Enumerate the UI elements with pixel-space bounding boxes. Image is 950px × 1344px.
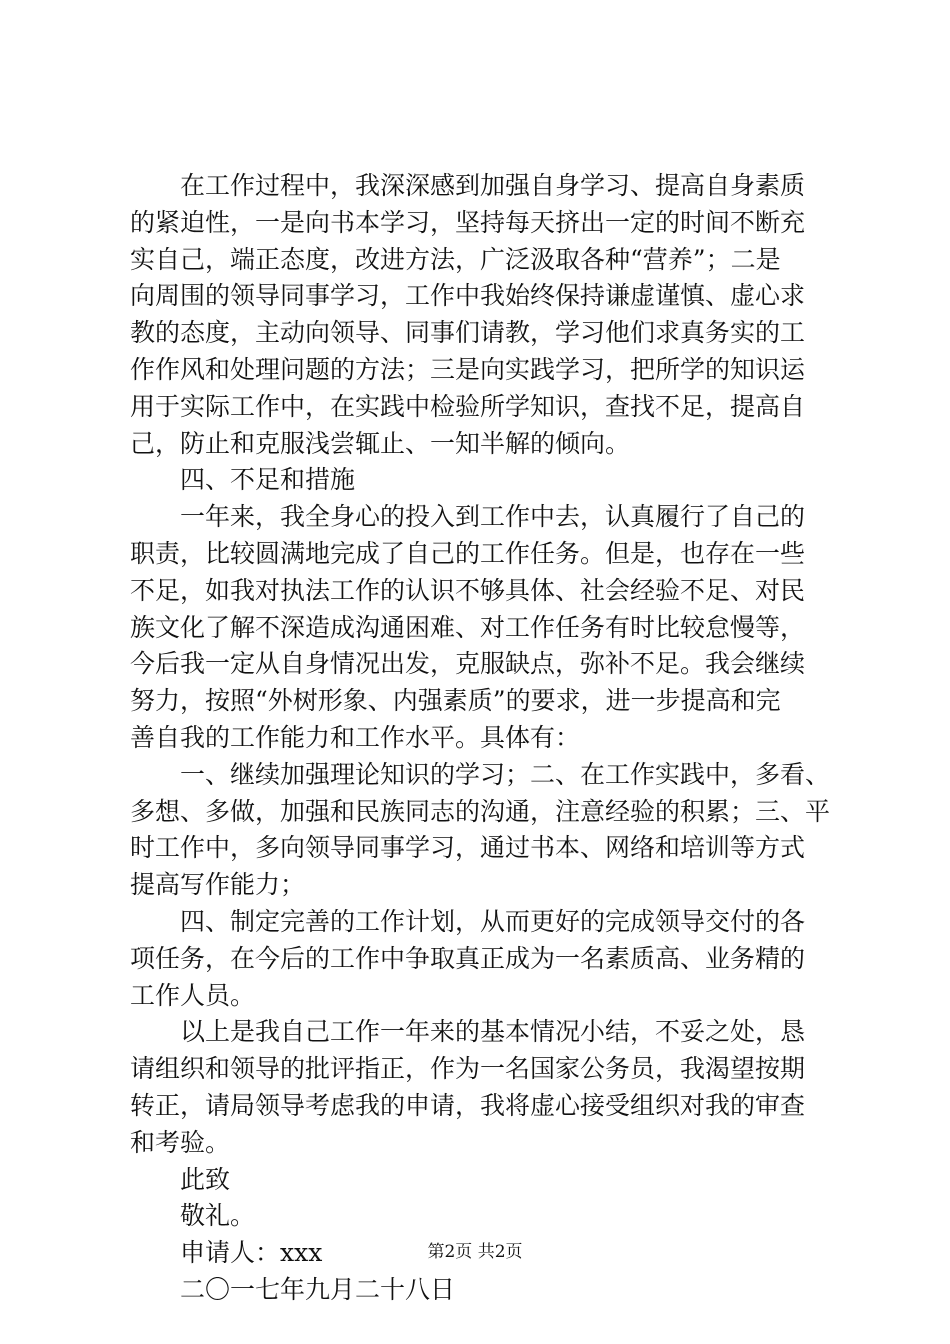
- applicant-signature: 申请人：xxx: [130, 1238, 323, 1268]
- text-line: 和考验。: [130, 1127, 231, 1157]
- text-line: 用于实际工作中，在实践中检验所学知识，查找不足，提高自: [130, 391, 806, 421]
- text-line: 善自我的工作能力和工作水平。具体有：: [130, 722, 581, 752]
- text-line: 提高写作能力；: [130, 870, 306, 900]
- text-line: 不足，如我对执法工作的认识不够具体、社会经验不足、对民: [130, 575, 806, 605]
- text-line: 职责，比较圆满地完成了自己的工作任务。但是，也存在一些: [130, 538, 806, 568]
- text-line: 工作人员。: [130, 980, 256, 1010]
- document-date: 二〇一七年九月二十八日: [130, 1274, 456, 1304]
- text-line: 在工作过程中，我深深感到加强自身学习、提高自身素质: [130, 171, 806, 200]
- text-line: 的紧迫性，一是向书本学习，坚持每天挤出一定的时间不断充: [130, 207, 806, 237]
- text-line: 四、制定完善的工作计划，从而更好的完成领导交付的各: [130, 906, 806, 936]
- page-footer: [0, 1240, 950, 1264]
- page-number-label: 第2页 共2页: [427, 1242, 523, 1262]
- text-line: 请组织和领导的批评指正，作为一名国家公务员，我渴望按期: [130, 1054, 806, 1084]
- text-line: 向周围的领导同事学习，工作中我始终保持谦虚谨慎、虚心求: [130, 281, 806, 311]
- text-line: 以上是我自己工作一年来的基本情况小结，不妥之处，恳: [130, 1017, 806, 1047]
- text-line: 己，防止和克服浅尝辄止、一知半解的倾向。: [130, 428, 631, 458]
- text-line: 今后我一定从自身情况出发，克服缺点，弥补不足。我会继续: [130, 649, 806, 679]
- text-line: 时工作中，多向领导同事学习，通过书本、网络和培训等方式: [130, 833, 806, 863]
- closing-salutation: 此致: [130, 1164, 231, 1194]
- text-line: 教的态度，主动向领导、同事们请教，学习他们求真务实的工: [130, 318, 806, 348]
- text-line: 一年来，我全身心的投入到工作中去，认真履行了自己的: [130, 502, 806, 532]
- text-line: 转正，请局领导考虑我的申请，我将虚心接受组织对我的审查: [130, 1090, 806, 1120]
- section-heading: 四、不足和措施: [130, 465, 356, 495]
- text-line: 作作风和处理问题的方法；三是向实践学习，把所学的知识运: [130, 354, 806, 384]
- text-line: 努力，按照“外树形象、内强素质”的要求，进一步提高和完: [130, 686, 781, 716]
- closing-regards: 敬礼。: [130, 1201, 256, 1231]
- text-line: 多想、多做，加强和民族同志的沟通，注意经验的积累；三、平: [130, 796, 830, 826]
- text-line: 项任务，在今后的工作中争取真正成为一名素质高、业务精的: [130, 943, 806, 973]
- text-line: 族文化了解不深造成沟通困难、对工作任务有时比较怠慢等，: [130, 612, 806, 642]
- document-body: [130, 168, 830, 1309]
- text-line: 一、继续加强理论知识的学习；二、在工作实践中，多看、: [130, 759, 830, 789]
- text-line: 实自己，端正态度，改进方法，广泛汲取各种“营养”；二是: [130, 244, 781, 274]
